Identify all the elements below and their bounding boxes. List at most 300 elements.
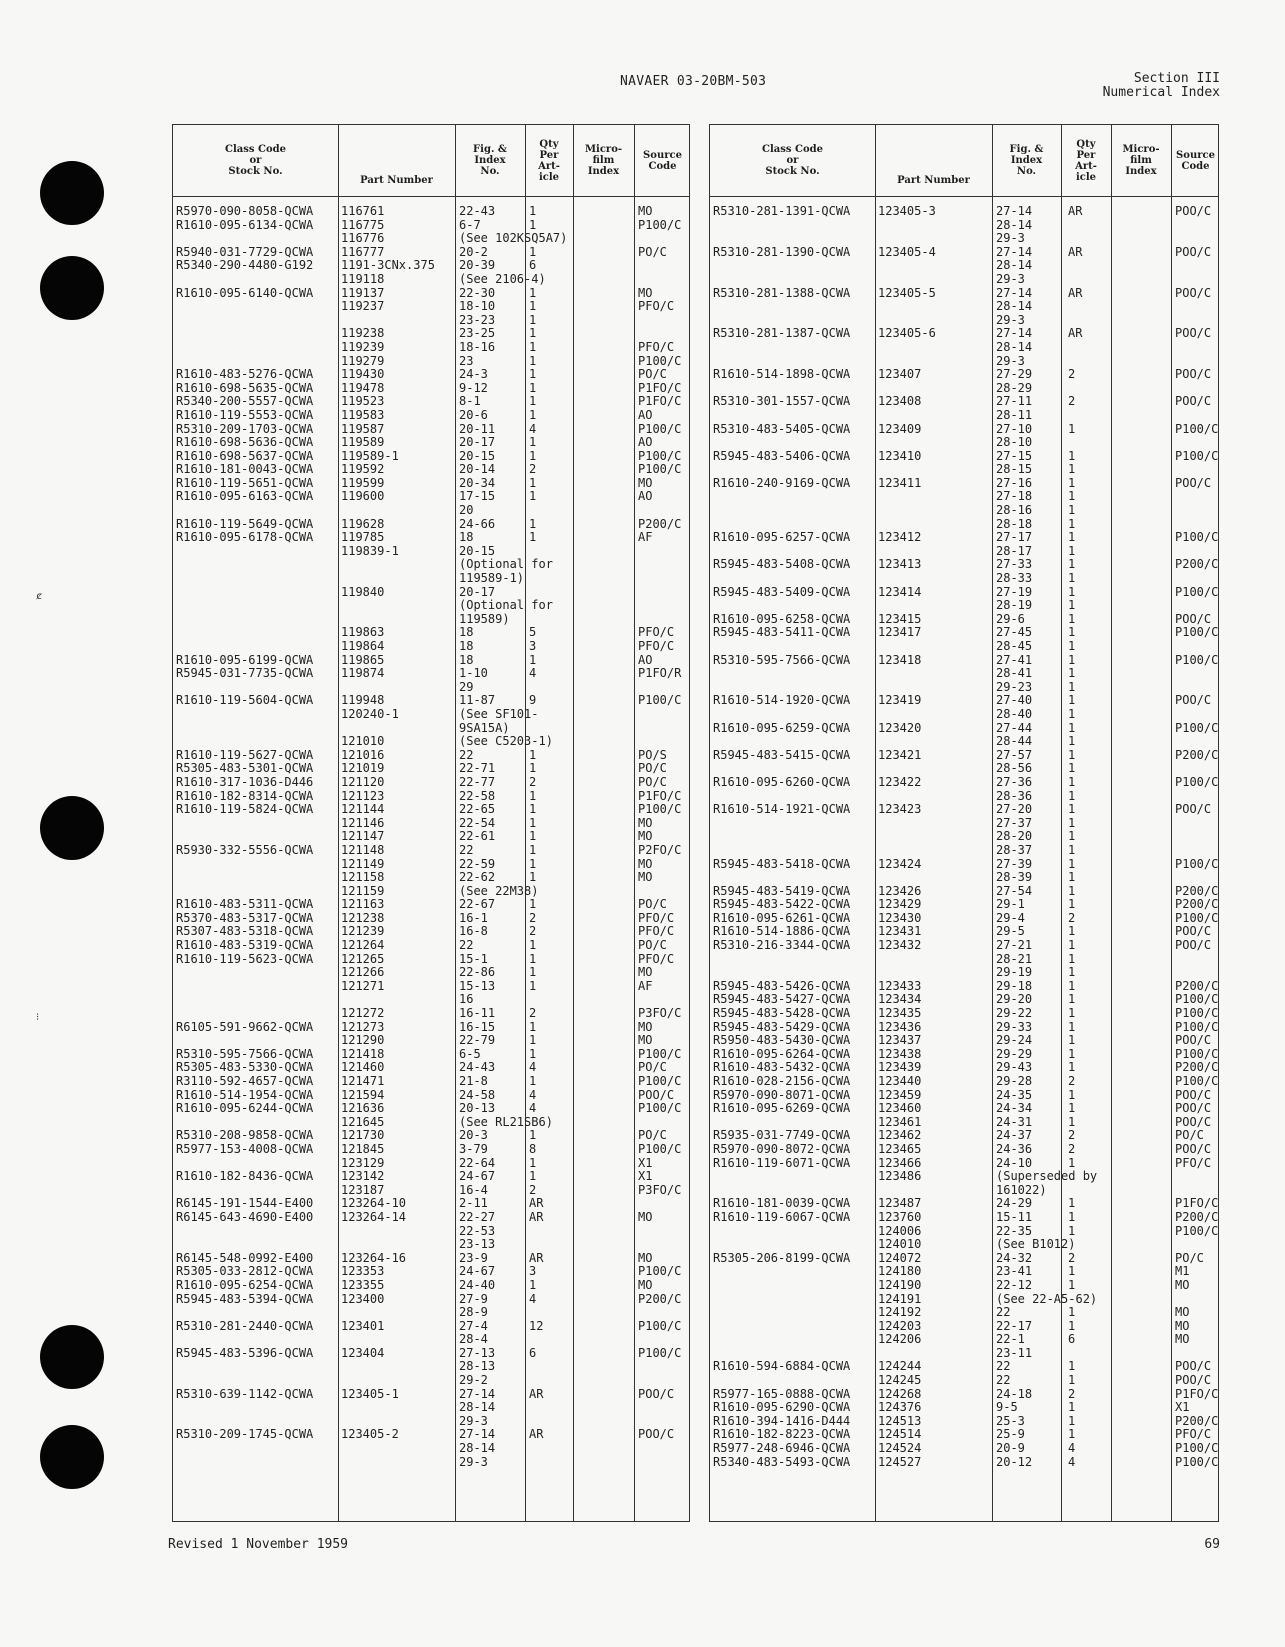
- source-code-cell: P200/C: [1175, 897, 1219, 912]
- table-row: [173, 1034, 689, 1048]
- table-row: [710, 803, 1218, 817]
- table-row: [173, 1211, 689, 1225]
- table-header: [710, 125, 1218, 197]
- part-number-cell: 116776: [341, 231, 385, 246]
- stock-no-cell: R5970-090-8058-QCWA: [176, 204, 314, 218]
- source-code-cell: MO: [1175, 1277, 1190, 1292]
- table-row: [173, 613, 689, 627]
- stock-no-cell: R5945-483-5415-QCWA: [713, 747, 851, 762]
- fig-index-cell: 27-18: [996, 489, 1033, 504]
- part-number-cell: 119239: [341, 339, 385, 354]
- table-row: [173, 640, 689, 654]
- source-code-cell: AO: [638, 489, 653, 504]
- qty-cell: 1: [1068, 503, 1076, 518]
- fig-index-cell: 28-37: [996, 842, 1033, 857]
- table-row: [173, 762, 689, 776]
- part-number-cell: 119279: [341, 353, 385, 368]
- part-number-cell: 121163: [341, 897, 385, 912]
- table-row: [710, 273, 1218, 287]
- table-row: [173, 626, 689, 640]
- source-code-cell: POO/C: [1175, 938, 1212, 953]
- qty-cell: 2: [1068, 1386, 1076, 1401]
- qty-cell: 1: [529, 1155, 537, 1170]
- qty-cell: AR: [529, 1196, 544, 1211]
- qty-cell: 1: [1068, 829, 1076, 844]
- fig-index-cell: 29-3: [459, 1454, 488, 1469]
- column-header-fig-index: Fig. & Index No.: [1009, 144, 1044, 177]
- fig-index-cell: (See SF101-: [459, 706, 539, 721]
- table-row: [173, 898, 689, 912]
- table-row: [710, 1089, 1218, 1103]
- fig-index-cell: 23-13: [459, 1237, 496, 1252]
- table-row: [173, 1061, 689, 1075]
- source-code-cell: P100/C: [638, 1046, 682, 1061]
- fig-index-cell: 20-9: [996, 1441, 1025, 1456]
- fig-index-cell: 28-19: [996, 598, 1033, 613]
- source-code-cell: MO: [638, 1277, 653, 1292]
- qty-cell: 1: [529, 965, 537, 980]
- source-code-cell: PFO/C: [638, 924, 675, 939]
- stock-no-cell: R1610-182-8436-QCWA: [176, 1169, 314, 1184]
- source-code-cell: P100/C: [1175, 992, 1219, 1007]
- table-row: [710, 681, 1218, 695]
- qty-cell: 1: [529, 788, 537, 803]
- part-number-cell: 123439: [878, 1060, 922, 1075]
- fig-index-cell: 20: [459, 503, 474, 518]
- fig-index-cell: 23-11: [996, 1345, 1033, 1360]
- fig-index-cell: 2-11: [459, 1196, 488, 1211]
- table-row: [173, 382, 689, 396]
- table-row: [173, 504, 689, 518]
- source-code-cell: POO/C: [1175, 1033, 1212, 1048]
- stock-no-cell: R6145-191-1544-E400: [176, 1196, 314, 1211]
- part-number-cell: 119948: [341, 693, 385, 708]
- fig-index-cell: 29-4: [996, 910, 1025, 925]
- source-code-cell: PO/C: [638, 761, 667, 776]
- qty-cell: 1: [1068, 774, 1076, 789]
- source-code-cell: PFO/C: [1175, 1427, 1212, 1442]
- table-row: [173, 980, 689, 994]
- qty-cell: 1: [529, 407, 537, 422]
- fig-index-cell: 23-41: [996, 1264, 1033, 1279]
- source-code-cell: POO/C: [1175, 367, 1212, 382]
- qty-cell: 2: [1068, 1074, 1076, 1088]
- fig-index-cell: 29-3: [996, 231, 1025, 246]
- part-number-cell: 123424: [878, 856, 922, 871]
- qty-cell: 1: [1068, 1305, 1076, 1320]
- fig-index-cell: 27-14: [459, 1427, 496, 1442]
- stock-no-cell: R1610-594-6884-QCWA: [713, 1359, 851, 1374]
- table-row: [710, 572, 1218, 586]
- table-row: [710, 409, 1218, 423]
- qty-cell: 1: [1068, 1114, 1076, 1129]
- source-code-cell: P100/C: [638, 1101, 682, 1116]
- qty-cell: AR: [1068, 244, 1083, 259]
- fig-index-cell: 22-65: [459, 802, 496, 817]
- table-row: [173, 355, 689, 369]
- qty-cell: 2: [529, 1006, 537, 1021]
- source-code-cell: P100/C: [1175, 1046, 1219, 1061]
- qty-cell: 1: [1068, 530, 1076, 545]
- source-code-cell: M1: [1175, 1264, 1190, 1279]
- fig-index-cell: (Optional for: [459, 557, 553, 572]
- qty-cell: 1: [529, 1046, 537, 1061]
- table-row: [710, 1401, 1218, 1415]
- column-header-microfilm: Micro- film Index: [584, 144, 623, 177]
- stock-no-cell: R1610-483-5276-QCWA: [176, 367, 314, 382]
- table-row: [710, 287, 1218, 301]
- table-row: [173, 314, 689, 328]
- source-code-cell: P100/C: [1175, 448, 1219, 463]
- part-number-cell: 123419: [878, 693, 922, 708]
- source-code-cell: P100/C: [1175, 584, 1219, 599]
- part-number-cell: 123438: [878, 1046, 922, 1061]
- fig-index-cell: 27-14: [996, 204, 1033, 218]
- source-code-cell: P100/C: [1175, 1074, 1219, 1088]
- fig-index-cell: 22-59: [459, 856, 496, 871]
- qty-cell: 1: [1068, 788, 1076, 803]
- table-row: [710, 450, 1218, 464]
- stock-no-cell: R1610-514-1954-QCWA: [176, 1087, 314, 1102]
- stock-no-cell: R1610-483-5432-QCWA: [713, 1060, 851, 1075]
- source-code-cell: POO/C: [638, 1427, 675, 1442]
- fig-index-cell: 27-13: [459, 1345, 496, 1360]
- part-number-cell: 123440: [878, 1074, 922, 1088]
- stock-no-cell: R5310-208-9858-QCWA: [176, 1128, 314, 1143]
- source-code-cell: POO/C: [1175, 204, 1212, 218]
- fig-index-cell: 20-14: [459, 462, 496, 477]
- part-number-cell: 123432: [878, 938, 922, 953]
- source-code-cell: P3FO/C: [638, 1006, 682, 1021]
- qty-cell: 4: [1068, 1454, 1076, 1469]
- fig-index-cell: 22-67: [459, 897, 496, 912]
- source-code-cell: MO: [638, 856, 653, 871]
- stock-no-cell: R1610-095-6254-QCWA: [176, 1277, 314, 1292]
- part-number-cell: 124010: [878, 1237, 922, 1252]
- part-number-cell: 119628: [341, 516, 385, 531]
- source-code-cell: POO/C: [1175, 475, 1212, 490]
- table-row: [710, 1157, 1218, 1171]
- part-number-cell: 121471: [341, 1074, 385, 1088]
- binder-hole: [40, 1325, 104, 1389]
- table-row: [173, 300, 689, 314]
- qty-cell: 1: [1068, 625, 1076, 640]
- fig-index-cell: 1-10: [459, 666, 488, 681]
- table-row: [710, 885, 1218, 899]
- qty-cell: 2: [529, 462, 537, 477]
- source-code-cell: P200/C: [1175, 1209, 1219, 1224]
- qty-cell: 1: [1068, 706, 1076, 721]
- part-number-cell: 123487: [878, 1196, 922, 1211]
- source-code-cell: P100/C: [638, 217, 682, 232]
- qty-cell: 1: [1068, 1277, 1076, 1292]
- fig-index-cell: 20-34: [459, 475, 496, 490]
- fig-index-cell: 27-39: [996, 856, 1033, 871]
- fig-index-cell: 22-62: [459, 870, 496, 885]
- part-number-cell: 121266: [341, 965, 385, 980]
- table-row: [710, 1320, 1218, 1334]
- qty-cell: 1: [529, 448, 537, 463]
- source-code-cell: PFO/C: [1175, 1155, 1212, 1170]
- qty-cell: 8: [529, 1141, 537, 1156]
- fig-index-cell: 22-27: [459, 1209, 496, 1224]
- qty-cell: 1: [1068, 924, 1076, 939]
- qty-cell: 1: [529, 897, 537, 912]
- fig-index-cell: 27-45: [996, 625, 1033, 640]
- table-row: [710, 1374, 1218, 1388]
- table-row: [173, 1347, 689, 1361]
- stock-no-cell: R5945-483-5422-QCWA: [713, 897, 851, 912]
- qty-cell: 1: [529, 747, 537, 762]
- qty-cell: 12: [529, 1318, 544, 1333]
- fig-index-cell: 28-33: [996, 571, 1033, 586]
- stock-no-cell: R1610-514-1921-QCWA: [713, 802, 851, 817]
- table-row: [710, 300, 1218, 314]
- table-row: [710, 1265, 1218, 1279]
- part-number-cell: 121146: [341, 815, 385, 830]
- source-code-cell: P100/C: [1175, 1019, 1219, 1034]
- stock-no-cell: R5310-483-5405-QCWA: [713, 421, 851, 436]
- table-row: [710, 477, 1218, 491]
- stock-no-cell: R5310-281-1387-QCWA: [713, 326, 851, 341]
- fig-index-cell: 28-14: [996, 299, 1033, 314]
- source-code-cell: PO/C: [638, 367, 667, 382]
- part-number-cell: 123460: [878, 1101, 922, 1116]
- qty-cell: 4: [529, 421, 537, 436]
- stock-no-cell: R5310-281-2440-QCWA: [176, 1318, 314, 1333]
- qty-cell: 1: [529, 530, 537, 545]
- left-index-table: [172, 124, 690, 1522]
- part-number-cell: 123418: [878, 652, 922, 667]
- fig-index-cell: 24-18: [996, 1386, 1033, 1401]
- qty-cell: 1: [1068, 734, 1076, 749]
- table-row: [710, 531, 1218, 545]
- qty-cell: 1: [529, 802, 537, 817]
- source-code-cell: MO: [638, 204, 653, 218]
- table-row: [173, 1374, 689, 1388]
- fig-index-cell: 22-79: [459, 1033, 496, 1048]
- qty-cell: 1: [1068, 965, 1076, 980]
- stock-no-cell: R1610-514-1886-QCWA: [713, 924, 851, 939]
- qty-cell: 1: [529, 652, 537, 667]
- source-code-cell: POO/C: [1175, 285, 1212, 300]
- table-row: [173, 450, 689, 464]
- part-number-cell: 121271: [341, 978, 385, 993]
- source-code-cell: P100/C: [638, 462, 682, 477]
- qty-cell: 1: [1068, 1209, 1076, 1224]
- table-row: [710, 1456, 1218, 1470]
- stock-no-cell: R5310-281-1390-QCWA: [713, 244, 851, 259]
- qty-cell: 1: [1068, 1006, 1076, 1021]
- fig-index-cell: 16-4: [459, 1182, 488, 1197]
- stock-no-cell: R5310-216-3344-QCWA: [713, 938, 851, 953]
- fig-index-cell: 28-10: [996, 435, 1033, 450]
- fig-index-cell: 20-2: [459, 244, 488, 259]
- source-code-cell: MO: [638, 1033, 653, 1048]
- table-row: [710, 1116, 1218, 1130]
- fig-index-cell: 17-15: [459, 489, 496, 504]
- qty-cell: 1: [529, 516, 537, 531]
- part-number-cell: 116775: [341, 217, 385, 232]
- table-row: [173, 1415, 689, 1429]
- fig-index-cell: 29-3: [996, 353, 1025, 368]
- qty-cell: 1: [1068, 571, 1076, 586]
- fig-index-cell: 28-14: [459, 1400, 496, 1415]
- fig-index-cell: 16-1: [459, 910, 488, 925]
- table-row: [173, 395, 689, 409]
- table-row: [173, 681, 689, 695]
- qty-cell: AR: [529, 1209, 544, 1224]
- table-row: [710, 558, 1218, 572]
- table-row: [710, 463, 1218, 477]
- table-row: [710, 1061, 1218, 1075]
- table-row: [173, 232, 689, 246]
- fig-index-cell: 20-3: [459, 1128, 488, 1143]
- stock-no-cell: R1610-095-6264-QCWA: [713, 1046, 851, 1061]
- fig-index-cell: 28-40: [996, 706, 1033, 721]
- fig-index-cell: 28-17: [996, 543, 1033, 558]
- fig-index-cell: 24-32: [996, 1250, 1033, 1265]
- revision-date: Revised 1 November 1959: [168, 1537, 349, 1552]
- fig-index-cell: 18-10: [459, 299, 496, 314]
- table-row: [173, 830, 689, 844]
- fig-index-cell: 20-15: [459, 543, 496, 558]
- qty-cell: 1: [1068, 543, 1076, 558]
- stock-no-cell: R5945-483-5411-QCWA: [713, 625, 851, 640]
- fig-index-cell: 21-8: [459, 1074, 488, 1088]
- table-row: [710, 749, 1218, 763]
- source-code-cell: POO/C: [1175, 1373, 1212, 1388]
- fig-index-cell: 28-14: [459, 1441, 496, 1456]
- fig-index-cell: 22-71: [459, 761, 496, 776]
- qty-cell: 1: [529, 435, 537, 450]
- qty-cell: 1: [1068, 842, 1076, 857]
- fig-index-cell: 24-34: [996, 1101, 1033, 1116]
- table-row: [710, 1129, 1218, 1143]
- qty-cell: 1: [529, 1019, 537, 1034]
- stock-no-cell: R5977-165-0888-QCWA: [713, 1386, 851, 1401]
- table-row: [710, 504, 1218, 518]
- stock-no-cell: R1610-095-6269-QCWA: [713, 1101, 851, 1116]
- table-row: [710, 830, 1218, 844]
- stock-no-cell: R1610-095-6261-QCWA: [713, 910, 851, 925]
- fig-index-cell: 29-28: [996, 1074, 1033, 1088]
- qty-cell: 1: [1068, 516, 1076, 531]
- part-number-cell: 123405-1: [341, 1386, 399, 1401]
- fig-index-cell: 28-14: [996, 217, 1033, 232]
- fig-index-cell: 29-19: [996, 965, 1033, 980]
- table-row: [173, 1075, 689, 1089]
- stock-no-cell: R1610-095-6140-QCWA: [176, 285, 314, 300]
- table-row: [710, 1034, 1218, 1048]
- table-row: [173, 871, 689, 885]
- source-code-cell: POO/C: [1175, 1359, 1212, 1374]
- fig-index-cell: 28-36: [996, 788, 1033, 803]
- table-row: [710, 1007, 1218, 1021]
- fig-index-cell: 29-3: [996, 312, 1025, 327]
- qty-cell: 1: [529, 842, 537, 857]
- part-number-cell: 119600: [341, 489, 385, 504]
- table-row: [173, 790, 689, 804]
- fig-index-cell: 22-43: [459, 204, 496, 218]
- fig-index-cell: 27-41: [996, 652, 1033, 667]
- part-number-cell: 123264-16: [341, 1250, 407, 1265]
- table-row: [710, 776, 1218, 790]
- part-number-cell: 119589: [341, 435, 385, 450]
- table-row: [710, 1197, 1218, 1211]
- qty-cell: 1: [1068, 856, 1076, 871]
- part-number-cell: 123486: [878, 1169, 922, 1184]
- table-row: [173, 735, 689, 749]
- source-code-cell: P200/C: [1175, 1413, 1219, 1428]
- fig-index-cell: 20-15: [459, 448, 496, 463]
- source-code-cell: P100/C: [1175, 421, 1219, 436]
- fig-index-cell: 23: [459, 353, 474, 368]
- part-number-cell: 119118: [341, 271, 385, 286]
- stock-no-cell: R6145-548-0992-E400: [176, 1250, 314, 1265]
- table-row: [173, 654, 689, 668]
- stock-no-cell: R1610-095-6163-QCWA: [176, 489, 314, 504]
- qty-cell: 6: [1068, 1332, 1076, 1347]
- stock-no-cell: R1610-119-5824-QCWA: [176, 802, 314, 817]
- fig-index-cell: 22: [996, 1359, 1011, 1374]
- fig-index-cell: 18: [459, 530, 474, 545]
- table-row: [173, 803, 689, 817]
- fig-index-cell: 25-9: [996, 1427, 1025, 1442]
- stock-no-cell: R5977-248-6946-QCWA: [713, 1441, 851, 1456]
- stock-no-cell: R1610-181-0039-QCWA: [713, 1196, 851, 1211]
- binder-hole: [40, 256, 104, 320]
- part-number-cell: 121159: [341, 883, 385, 898]
- fig-index-cell: 22-54: [459, 815, 496, 830]
- part-number-cell: 123429: [878, 897, 922, 912]
- fig-index-cell: 28-20: [996, 829, 1033, 844]
- source-code-cell: P100/C: [1175, 652, 1219, 667]
- source-code-cell: PFO/C: [638, 951, 675, 966]
- table-row: [173, 463, 689, 477]
- fig-index-cell: 24-66: [459, 516, 496, 531]
- part-number-cell: 123414: [878, 584, 922, 599]
- qty-cell: 1: [529, 1033, 537, 1048]
- table-row: [710, 667, 1218, 681]
- source-code-cell: P100/C: [638, 802, 682, 817]
- qty-cell: 2: [1068, 1128, 1076, 1143]
- source-code-cell: PO/C: [638, 1060, 667, 1075]
- part-number-cell: 121123: [341, 788, 385, 803]
- source-code-cell: P100/C: [1175, 625, 1219, 640]
- part-number-cell: 123459: [878, 1087, 922, 1102]
- stock-no-cell: R5305-206-8199-QCWA: [713, 1250, 851, 1265]
- source-code-cell: PFO/C: [638, 339, 675, 354]
- fig-index-cell: 23-23: [459, 312, 496, 327]
- source-code-cell: P200/C: [1175, 1060, 1219, 1075]
- stock-no-cell: R5970-090-8071-QCWA: [713, 1087, 851, 1102]
- table-row: [173, 1007, 689, 1021]
- source-code-cell: PO/C: [1175, 1250, 1204, 1265]
- table-row: [710, 1442, 1218, 1456]
- fig-index-cell: 22-61: [459, 829, 496, 844]
- fig-index-cell: 27-15: [996, 448, 1033, 463]
- qty-cell: AR: [529, 1250, 544, 1265]
- table-rows: [710, 205, 1218, 1469]
- qty-cell: 1: [1068, 598, 1076, 613]
- fig-index-cell: 24-3: [459, 367, 488, 382]
- fig-index-cell: 16-8: [459, 924, 488, 939]
- part-number-cell: 119839-1: [341, 543, 399, 558]
- fig-index-cell: (See 2106-4): [459, 271, 546, 286]
- stock-no-cell: R1610-119-6071-QCWA: [713, 1155, 851, 1170]
- qty-cell: 1: [1068, 1400, 1076, 1415]
